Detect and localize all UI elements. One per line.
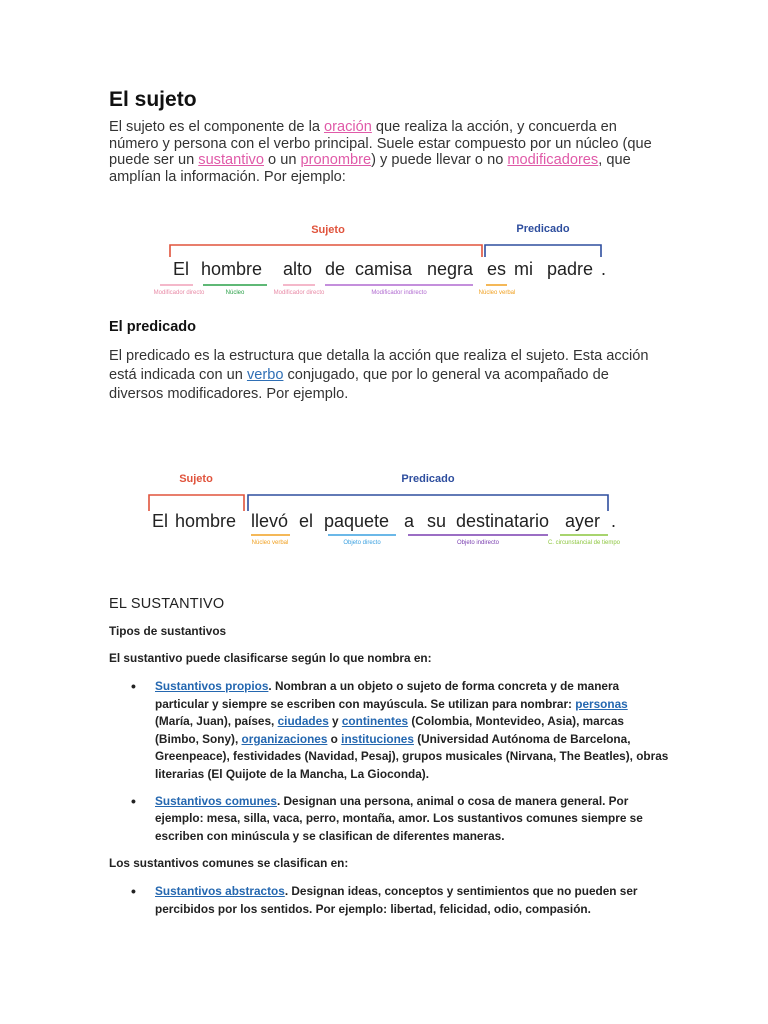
diagram1-word: . <box>601 259 607 279</box>
diagram1-label-mod-directo-2: Modificador directo <box>273 290 325 296</box>
diagram2-word: hombre <box>175 511 237 531</box>
sustantivos-comunes-list <box>109 883 669 918</box>
diagram2-word: llevó <box>251 511 289 531</box>
diagram2-word: El <box>152 511 169 531</box>
diagram2-word: destinatario <box>456 511 550 531</box>
diagram2-word: a <box>404 511 415 531</box>
diagram2-sujeto-label: Sujeto <box>179 473 213 485</box>
link-modificadores[interactable]: modificadores <box>507 152 599 168</box>
diagram2-word: . <box>611 511 617 531</box>
diagram2-label-objeto-directo: Objeto directo <box>343 540 381 546</box>
diagram1-predicado-label: Predicado <box>516 223 570 235</box>
link-sustantivo[interactable]: sustantivo <box>198 152 264 168</box>
diagram1-word: El <box>173 259 190 279</box>
page-title: El sujeto <box>109 88 197 111</box>
predicado-paragraph: El predicado es la estructura que detalla la acción que realiza el sujeto. Esta acción está indicada con un verbo conjugado, que por lo general va acompañado de diversos modificadores. Por ejemplo. <box>109 348 649 402</box>
link-sustantivos-propios[interactable]: Sustantivos propios <box>155 679 269 693</box>
sujeto-intro-paragraph: El sujeto es el componente de la oración que realiza la acción, y concuerda en número y persona con el verbo principal. Suele estar compuesto por un núcleo (que puede ser un sustantivo o un pronombre) y puede llevar o no modificadores, que amplían la información. Por ejemplo: <box>109 119 652 185</box>
diagram2-predicado-bracket <box>248 495 608 511</box>
diagram1-word: negra <box>427 259 474 279</box>
link-instituciones[interactable]: instituciones <box>341 731 414 746</box>
diagram1-predicado-bracket <box>485 245 601 257</box>
sustantivo-heading: EL SUSTANTIVO <box>109 596 225 612</box>
diagram1-word: de <box>325 259 346 279</box>
diagram2-label-objeto-indirecto: Objeto indirecto <box>456 540 500 546</box>
link-pronombre[interactable]: pronombre <box>300 152 372 168</box>
diagram1-label-mod-directo-1: Modificador directo <box>153 290 205 296</box>
list-item: • Sustantivos propios. Nombran a un objeto o sujeto de forma concreta y de manera particular y siempre se escriben con mayúscula. Se utilizan para nombrar: personas (María, Juan), países, ciudades y continentes (Colombia, Montevideo, Asia), marcas (Bimbo, Sony), organizaciones o instituciones (Universidad Autónoma de Barcelona, Greenpeace), festividades (Navidad, Pesaj), grupos musicales (Nirvana, The Beatles), obras literarias (El Quijote de la Mancha, La Gioconda). <box>131 678 669 781</box>
link-sustantivos-abstractos[interactable]: Sustantivos abstractos <box>155 884 285 898</box>
diagram2-word: paquete <box>324 511 390 531</box>
diagram1-word: padre <box>547 259 594 279</box>
diagram1-word: alto <box>283 259 313 279</box>
sujeto-predicado-diagram-1 <box>143 205 658 305</box>
link-continentes[interactable]: continentes <box>341 714 409 729</box>
bullet: • <box>131 792 136 809</box>
tipos-heading: Tipos de sustantivos <box>109 624 227 638</box>
bullet: • <box>131 883 136 899</box>
link-sustantivos-comunes[interactable]: Sustantivos comunes <box>155 793 277 808</box>
diagram1-word: camisa <box>355 259 413 279</box>
link-ciudades[interactable]: ciudades <box>277 714 329 729</box>
diagram2-label-nucleo-verbal: Núcleo verbal <box>251 540 289 546</box>
sustantivos-list <box>109 678 669 845</box>
link-organizaciones[interactable]: organizaciones <box>241 731 328 746</box>
predicado-heading: El predicado <box>109 319 197 335</box>
clasifica-text: El sustantivo puede clasificarse según lo que nombra en: <box>109 651 432 665</box>
diagram1-word: mi <box>514 259 533 279</box>
diagram1-label-mod-indirecto: Modificador indirecto <box>371 290 427 296</box>
diagram1-word: hombre <box>201 259 263 279</box>
diagram2-word: ayer <box>565 511 601 531</box>
diagram1-sujeto-bracket <box>170 245 482 257</box>
list-item: • Sustantivos comunes. Designan una persona, animal o cosa de manera general. Por ejemplo: mesa, silla, vaca, perro, montaña, amor. Los sustantivos comunes siempre se escriben con minúscula y se clasifican de diferentes maneras. <box>131 792 643 843</box>
diagram1-label-nucleo-verbal: Núcleo verbal <box>478 290 516 296</box>
diagram2-word: el <box>299 511 314 531</box>
sujeto-predicado-diagram-2 <box>138 455 658 570</box>
diagram2-word: su <box>427 511 447 531</box>
diagram2-label-c-circunstancial: C. circunstancial de tiempo <box>547 540 621 546</box>
list-item: • Sustantivos abstractos. Designan ideas, conceptos y sentimientos que no pueden ser percibidos por los sentidos. Por ejemplo: libertad, felicidad, odio, compasión. <box>131 883 638 916</box>
link-verbo[interactable]: verbo <box>246 367 284 383</box>
link-personas[interactable]: personas <box>575 696 628 711</box>
bullet: • <box>131 678 136 694</box>
comunes-text: Los sustantivos comunes se clasifican en: <box>109 856 349 870</box>
link-oracion[interactable]: oración <box>324 119 372 135</box>
diagram1-label-nucleo: Núcleo <box>225 290 245 296</box>
diagram1-word: es <box>487 259 507 279</box>
diagram2-predicado-label: Predicado <box>401 473 455 485</box>
diagram1-sujeto-label: Sujeto <box>311 224 345 236</box>
diagram2-sujeto-bracket <box>149 495 244 511</box>
